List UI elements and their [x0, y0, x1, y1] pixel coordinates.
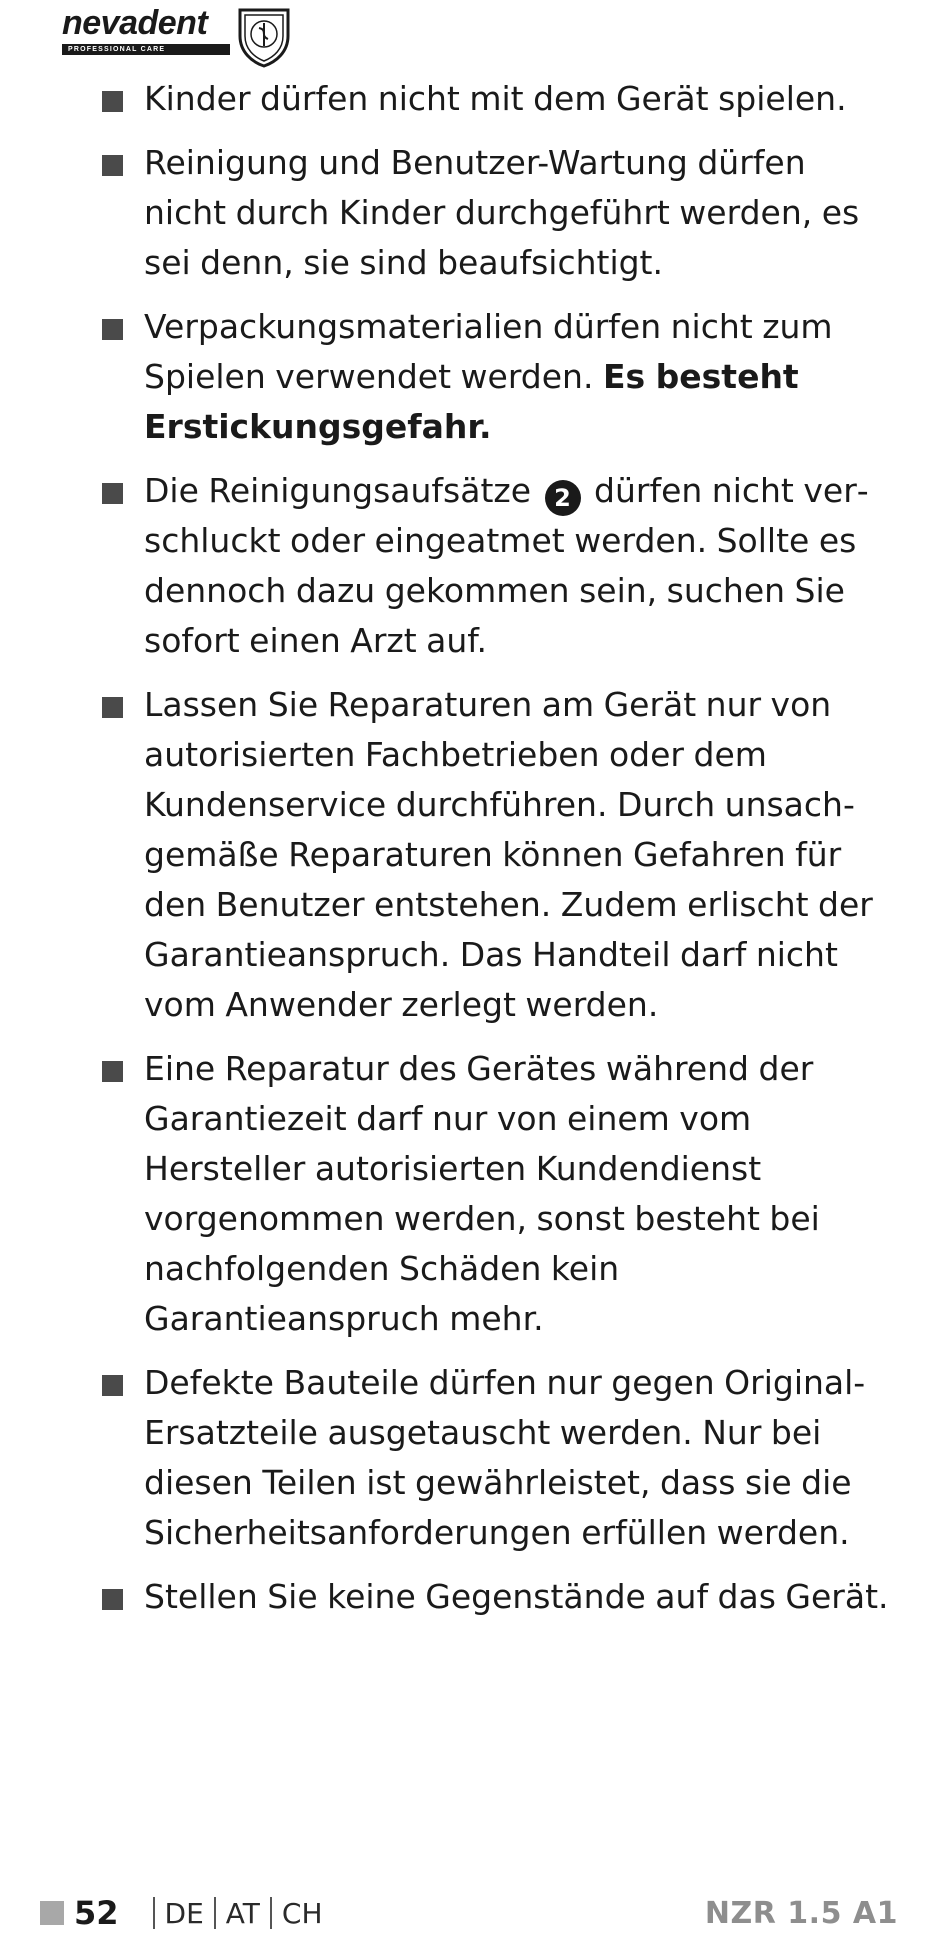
list-item [100, 138, 890, 288]
item-text: Stellen Sie keine Gegenstände auf das Gerät. [144, 1577, 889, 1616]
safety-instructions-list [100, 74, 890, 1636]
item-text-plain: Verpackungsmaterialien dürfen nicht zum Spielen verwendet werden. [144, 307, 833, 396]
model-number: NZR 1.5 A1 [704, 1895, 898, 1931]
bullet-square-icon [102, 483, 123, 504]
item-text [144, 302, 890, 452]
item-text: Eine Reparatur des Gerätes während der Garantiezeit darf nur von einem vom Hersteller autorisierten Kundendienst vorgenommen werden, sonst besteht bei nachfolgenden Schäden kein Garantieanspruch mehr. [144, 1049, 820, 1338]
country-code: AT [225, 1896, 260, 1930]
shield-emblem-icon [234, 6, 294, 68]
list-item [100, 74, 890, 124]
country-code: DE [164, 1896, 204, 1930]
brand-tagline: PROFESSIONAL CARE [62, 44, 230, 55]
footer-square-icon [40, 1901, 64, 1925]
bullet-square-icon [102, 91, 123, 112]
item-text: Kinder dürfen nicht mit dem Gerät spielen. [144, 79, 847, 118]
bullet-square-icon [102, 1061, 123, 1082]
item-text-before: Die Reinigungsaufsätze [144, 471, 532, 510]
item-text: Reinigung und Benutzer-Wartung dürfen nicht durch Kinder durchgeführt werden, es sei denn, sie sind beaufsichtigt. [144, 143, 860, 282]
brand-name: nevadent [62, 4, 208, 42]
item-text [144, 466, 890, 666]
page-footer [40, 1888, 898, 1938]
list-item [100, 1358, 890, 1558]
divider [270, 1897, 272, 1929]
bullet-square-icon [102, 697, 123, 718]
bullet-square-icon [102, 319, 123, 340]
list-item [100, 302, 890, 452]
bullet-square-icon [102, 1589, 123, 1610]
list-item [100, 680, 890, 1030]
country-code: CH [281, 1896, 323, 1930]
list-item [100, 466, 890, 666]
list-item [100, 1572, 890, 1622]
divider [153, 1897, 155, 1929]
page-number: 52 [74, 1894, 119, 1932]
divider [214, 1897, 216, 1929]
item-text: Lassen Sie Reparaturen am Gerät nur von autorisierten Fachbetrieben oder dem Kundenservice durchführen. Durch unsachgemäße Reparaturen können Gefahren für den Benutzer entstehen. Zudem erlischt der Garantieanspruch. Das Handteil darf nicht vom Anwender zerlegt werden. [144, 685, 873, 1024]
bullet-square-icon [102, 1375, 123, 1396]
brand-logo [62, 4, 294, 70]
item-text-after: dürfen nicht verschluckt oder eingeatmet werden. Sollte es dennoch dazu gekommen sein, suchen Sie sofort einen Arzt auf. [144, 471, 869, 660]
item-text: Defekte Bauteile dürfen nur gegen Original-Ersatzteile ausgetauscht werden. Nur bei diesen Teilen ist gewährleistet, dass sie die Sicherheitsanforderungen erfüllen werden. [144, 1363, 866, 1552]
part-reference-badge: 2 [545, 480, 581, 516]
bullet-square-icon [102, 155, 123, 176]
list-item [100, 1044, 890, 1344]
warning-emphasis: Es besteht Erstickungsgefahr. [144, 357, 799, 446]
brand-wordmark [62, 4, 230, 55]
